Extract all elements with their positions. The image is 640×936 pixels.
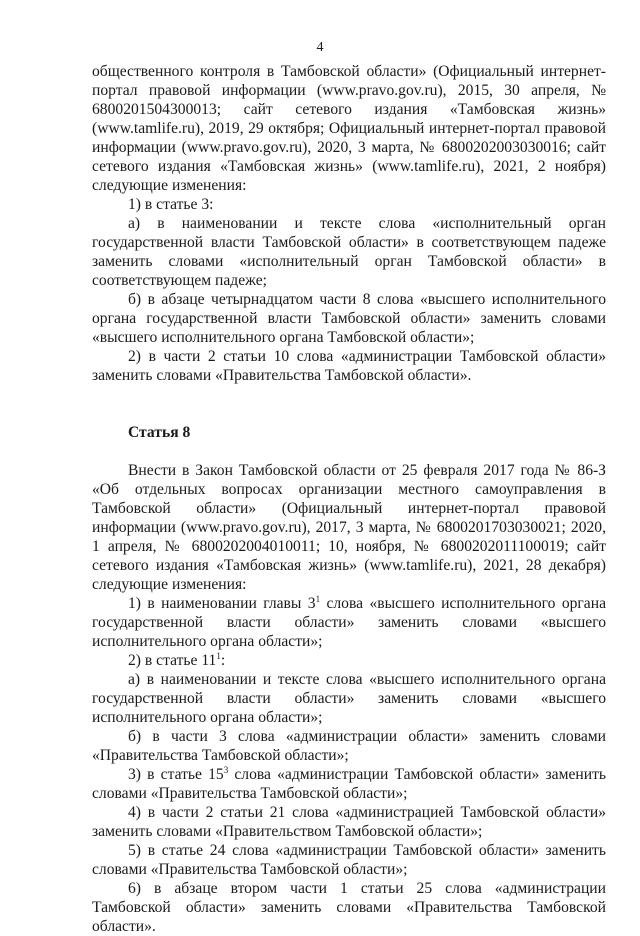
superscript: 1 — [315, 594, 321, 604]
paragraph-item-8-6: 6) в абзаце втором части 1 статьи 25 слова «администрации Тамбовской области» заменить словами «Правительства Тамбовской области». — [92, 880, 606, 935]
text-fragment: слова «высшего исполнительного органа государственной власти области» заменить словами «высшего исполнительного органа области»; — [92, 595, 606, 650]
paragraph-item-2: 2) в части 2 статьи 10 слова «администрации Тамбовской области» заменить словами «Правительства Тамбовской области». — [92, 348, 606, 384]
paragraph-item-8-2b: б) в части 3 слова «администрации области» заменить словами «Правительства Тамбовской области»; — [92, 728, 606, 764]
page-number: 4 — [316, 40, 324, 55]
spacer — [92, 385, 606, 404]
paragraph-item-8-2a: а) в наименовании и тексте слова «высшего исполнительного органа государственной власти области» заменить словами «высшего исполнительного органа области»; — [92, 671, 606, 726]
superscript: 3 — [223, 765, 229, 775]
paragraph-item-1: 1) в статье 3: — [128, 196, 214, 213]
paragraph-intro-article-8: Внести в Закон Тамбовской области от 25 февраля 2017 года № 86-З «Об отдельных вопросах организации местного самоуправления в Тамбовской области» (Официальный интернет-портал правовой информации (www.pravo.gov.ru), 2017, 3 марта, № 6800201703030021; 2020, 1 апреля, № 6800202004010011; 10, ноября, № 6800202011100019; сайт сетевого издания «Тамбовская жизнь» (www.tamlife.ru), 2021, 28 декабря) следующие изменения: — [92, 462, 606, 593]
paragraph-item-1a: а) в наименовании и тексте слова «исполнительный орган государственной власти Тамбовской области» в соответствующем падеже заменить словами «исполнительный орган Тамбовской области» в соответствующем падеже; — [92, 215, 606, 289]
text-fragment: 3) в статье 15 — [128, 766, 224, 783]
paragraph-item-8-2 — [92, 651, 606, 670]
article-heading: Статья 8 — [128, 424, 191, 441]
paragraph-item-8-1 — [92, 594, 606, 651]
paragraph-item-8-3 — [92, 765, 606, 803]
paragraph-item-8-4: 4) в части 2 статьи 21 слова «администрацией Тамбовской области» заменить словами «Правительством Тамбовской области»; — [92, 804, 606, 840]
paragraph-item-8-5: 5) в статье 24 слова «администрации Тамбовской области» заменить словами «Правительства Тамбовской области»; — [92, 842, 606, 878]
text-fragment: 1) в наименовании главы 3 — [128, 595, 316, 612]
superscript: 1 — [216, 651, 221, 661]
text-fragment: 2) в статье 11 — [128, 652, 217, 669]
text-fragment: : — [220, 652, 226, 669]
paragraph-continued-list: общественного контроля в Тамбовской области» (Официальный интернет-портал правовой информации (www.pravo.gov.ru), 2015, 30 апреля, № 6800201504300013; сайт сетевого издания «Тамбовская жизнь» (www.tamlife.ru), 2019, 29 октября; Официальный интернет-портал правовой информации (www.pravo.gov.ru), 2020, 3 марта, № 6800202003030016; сайт сетевого издания «Тамбовская жизнь» (www.tamlife.ru), 2021, 2 ноября) следующие изменения: — [92, 63, 606, 194]
text-fragment: слова «администрации Тамбовской области» заменить словами «Правительства Тамбовской области»; — [92, 766, 606, 802]
paragraph-item-1b: б) в абзаце четырнадцатом части 8 слова «высшего исполнительного органа государственной власти Тамбовской области» заменить словами «высшего исполнительного органа Тамбовской области»; — [92, 291, 606, 346]
document-body — [92, 62, 606, 936]
